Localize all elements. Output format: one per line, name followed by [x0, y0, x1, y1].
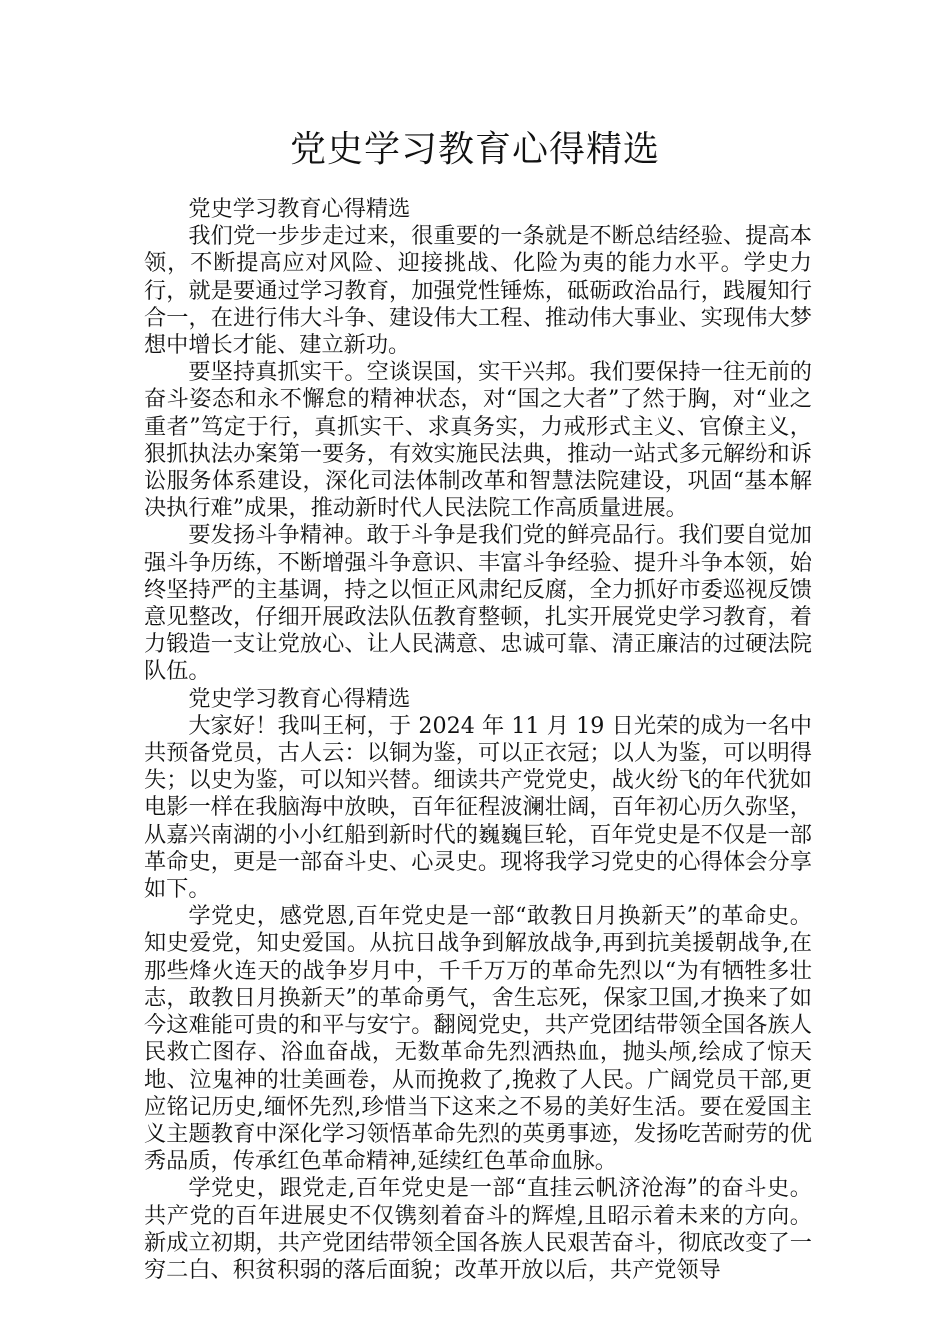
paragraph: 要发扬斗争精神。敢于斗争是我们党的鲜亮品行。我们要自觉加强斗争历练，不断增强斗争意识、丰富斗争经验、提升斗争本领，始终坚持严的主基调，持之以恒正风肃纪反腐，全力抓好市委巡视反馈意见整改，仔细开展政法队伍教育整顿，扎实开展党史学习教育，着力锻造一支让党放心、让人民满意、忠诚可靠、清正廉洁的过硬法院队伍。: [144, 522, 812, 685]
document-title: 党史学习教育心得精选: [289, 129, 660, 170]
paragraph: 要坚持真抓实干。空谈误国，实干兴邦。我们要保持一往无前的奋斗姿态和永不懈怠的精神状态，对“国之大者”了然于胸，对“业之重者”笃定于行，真抓实干、求真务实，力戒形式主义、官僚主义，狠抓执法办案第一要务，有效实施民法典，推动一站式多元解纷和诉讼服务体系建设，深化司法体制改革和智慧法院建设，巩固“基本解决执行难”成果，推动新时代人民法院工作高质量进展。: [144, 359, 812, 522]
paragraph: 大家好！我叫王柯，于 2024 年 11 月 19 日光荣的成为一名中共预备党员，古人云：以铜为鉴，可以正衣冠；以人为鉴，可以明得失；以史为鉴，可以知兴替。细读共产党党史，战火纷飞的年代犹如电影一样在我脑海中放映，百年征程波澜壮阔，百年初心历久弥坚，从嘉兴南湖的小小红船到新时代的巍巍巨轮，百年党史是不仅是一部革命史，更是一部奋斗史、心灵史。现将我学习党史的心得体会分享如下。: [144, 712, 812, 903]
paragraph: 我们党一步步走过来，很重要的一条就是不断总结经验、提高本领，不断提高应对风险、迎接挑战、化险为夷的能力水平。学史力行，就是要通过学习教育，加强党性锤炼，砥砺政治品行，践履知行合一，在进行伟大斗争、建设伟大工程、推动伟大事业、实现伟大梦想中增长才能、建立新功。: [144, 223, 812, 359]
paragraph: 学党史，跟党走,百年党史是一部“直挂云帆济沧海”的奋斗史。共产党的百年进展史不仅镌刻着奋斗的辉煌,且昭示着未来的方向。新成立初期，共产党团结带领全国各族人民艰苦奋斗，彻底改变了一穷二白、积贫积弱的落后面貌；改革开放以后，共产党领导: [144, 1175, 812, 1283]
section-heading: 党史学习教育心得精选: [188, 196, 411, 222]
document-body: [144, 196, 812, 1284]
paragraph: 学党史，感党恩,百年党史是一部“敢教日月换新天”的革命史。知史爱党，知史爱国。从抗日战争到解放战争,再到抗美援朝战争,在那些烽火连天的战争岁月中，千千万万的革命先烈以“为有牺牲多壮志，敢教日月换新天”的革命勇气，舍生忘死，保家卫国,才换来了如今这难能可贵的和平与安宁。翻阅党史，共产党团结带领全国各族人民救亡图存、浴血奋战，无数革命先烈洒热血，抛头颅,绘成了惊天地、泣鬼神的壮美画卷，从而挽救了,挽救了人民。广阔党员干部,更应铭记历史,缅怀先烈,珍惜当下这来之不易的美好生活。要在爱国主义主题教育中深化学习领悟革命先烈的英勇事迹，发扬吃苦耐劳的优秀品质，传承红色革命精神,延续红色革命血脉。: [144, 903, 812, 1175]
section-heading: 党史学习教育心得精选: [188, 685, 411, 712]
